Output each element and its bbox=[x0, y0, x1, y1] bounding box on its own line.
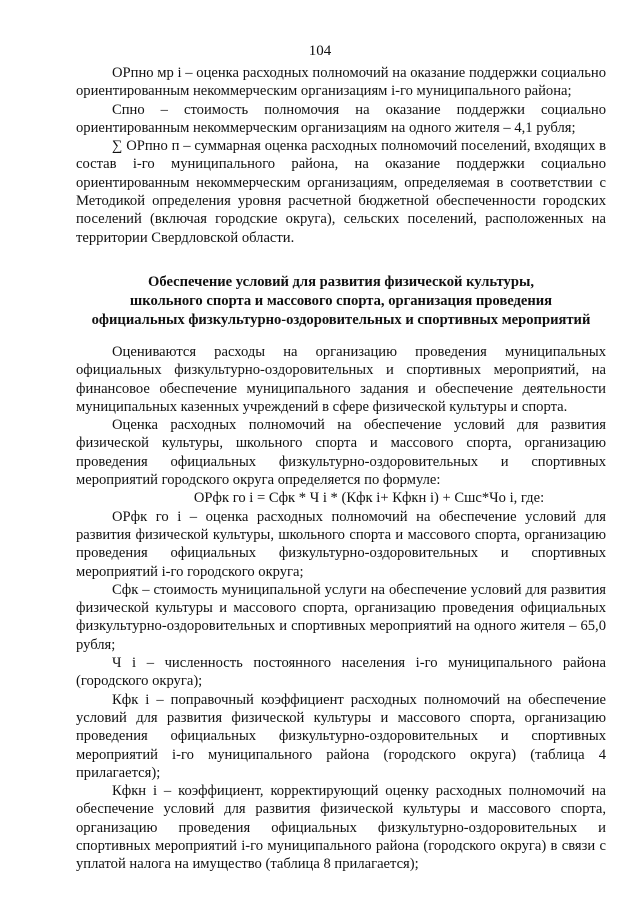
page-number: 104 bbox=[308, 43, 332, 59]
body-paragraph: Оцениваются расходы на организацию проведения муниципальных официальных физкультурно-оздоровительных и спортивных мероприятий, на финансовое обеспечение муниципального задания и обеспечение деятельности муниципальных казенных учреждений в сфере физической культуры и спорта. bbox=[76, 344, 606, 415]
section-heading-line: официальных физкультурно-оздоровительных и спортивных мероприятий bbox=[91, 312, 591, 328]
section-heading bbox=[76, 273, 606, 330]
definition-orfk: ОРфк го i – оценка расходных полномочий на обеспечение условий для развития физической культуры, школьного спорта и массового спорта, организацию проведения официальных физкультурно-оздоровительных и спортивных мероприятий i-го городского округа; bbox=[76, 508, 606, 580]
section-heading-line: школьного спорта и массового спорта, организация проведения bbox=[129, 293, 553, 309]
definition-sfk: Сфк – стоимость муниципальной услуги на обеспечение условий для развития физической культуры и массового спорта, организацию проведения официальных физкультурно-оздоровительных и спортивных мероприятий на одного жителя – 65,0 рубля; bbox=[76, 581, 606, 653]
definition-spno: Спно – стоимость полномочия на оказание поддержки социально ориентированным некоммерческим организациям на одного жителя – 4,1 рубля; bbox=[76, 101, 606, 136]
definition-orpno: ОРпно мр i – оценка расходных полномочий на оказание поддержки социально ориентированным некоммерческим организациям i-го муниципального района; bbox=[76, 65, 606, 100]
definition-sum-orpno: ∑ ОРпно п – суммарная оценка расходных полномочий поселений, входящих в состав i-го муниципального района, на оказание поддержки социально ориентированным некоммерческим организациям, определяемая в соответствии с Методикой определения уровня расчетной бюджетной обеспеченности городских поселений (включая городские округа), сельских поселений, расположенных на территории Свердловской области. bbox=[76, 138, 606, 246]
formula: ОРфк го i = Сфк * Ч i * (Кфк i+ Кфкн i) + Сшс*Чо i, где: bbox=[193, 490, 545, 507]
body-paragraph: Оценка расходных полномочий на обеспечение условий для развития физической культуры, школьного спорта и массового спорта, организацию проведения официальных физкультурно-оздоровительных и спортивных мероприятий городского округа определяется по формуле: bbox=[76, 417, 606, 489]
definition-kfk: Кфк i – поправочный коэффициент расходных полномочий на обеспечение условий для развития физической культуры и массового спорта, организацию проведения официальных физкультурно-оздоровительных и спортивных мероприятий i-го муниципального района (городского округа) (таблица 4 прилагается); bbox=[76, 691, 606, 781]
definition-kfkn: Кфкн i – коэффициент, корректирующий оценку расходных полномочий на обеспечение условий для развития физической культуры и массового спорта, организацию проведения официальных физкультурно-оздоровительных и спортивных мероприятий i-го муниципального района (городского округа) в связи с уплатой налога на имущество (таблица 8 прилагается); bbox=[76, 783, 606, 873]
intro-section bbox=[76, 64, 606, 247]
body-section bbox=[76, 343, 606, 874]
section-heading-line: Обеспечение условий для развития физической культуры, bbox=[148, 274, 534, 290]
definition-ch: Ч i – численность постоянного населения i-го муниципального района (городского округа); bbox=[76, 655, 606, 690]
